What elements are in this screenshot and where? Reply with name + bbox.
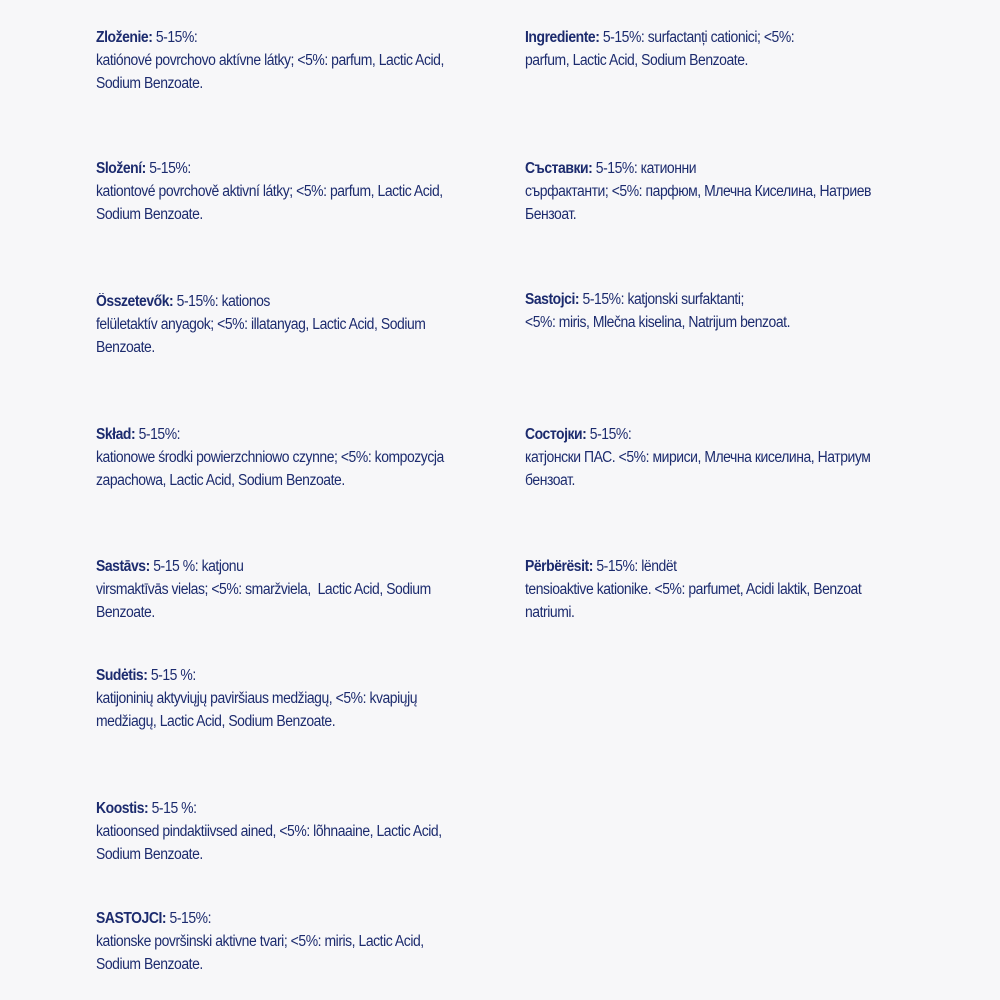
block-line: бензоат. xyxy=(525,472,575,489)
block-text: 5-15%: xyxy=(135,426,181,443)
block-text: 5-15%: xyxy=(166,910,212,927)
ingredients-block-cs xyxy=(96,157,510,226)
block-line: Sodium Benzoate. xyxy=(96,206,203,223)
block-label: Përbërësit: xyxy=(525,558,593,575)
block-line xyxy=(96,290,510,313)
block-line: <5%: miris, Mlečna kiselina, Natrijum benzoat. xyxy=(525,314,791,331)
block-line xyxy=(525,26,939,49)
ingredients-block-hr xyxy=(525,288,939,334)
block-line: катјонски ПАС. <5%: мириси, Млечна киселина, Натриум xyxy=(525,449,871,466)
ingredients-block-et xyxy=(96,797,510,866)
block-line: parfum, Lactic Acid, Sodium Benzoate. xyxy=(525,52,748,69)
block-label: Zloženie: xyxy=(96,29,153,46)
block-text: 5-15%: lëndët xyxy=(592,558,677,575)
block-text: 5-15%: katjonski surfaktanti; xyxy=(579,291,744,308)
ingredients-block-mk xyxy=(525,423,939,492)
block-text: 5-15 %: katjonu xyxy=(149,558,244,575)
block-line xyxy=(96,555,510,578)
block-line xyxy=(525,157,939,180)
block-label: Összetevők: xyxy=(96,293,174,310)
block-label: Sudėtis: xyxy=(96,667,148,684)
block-line xyxy=(96,664,510,687)
block-line: virsmaktīvās vielas; <5%: smaržviela, Lactic Acid, Sodium xyxy=(96,581,431,598)
block-text: 5-15 %: xyxy=(147,667,196,684)
block-line: kationtové povrchově aktivní látky; <5%: parfum, Lactic Acid, xyxy=(96,183,443,200)
block-label: Skład: xyxy=(96,426,136,443)
ingredients-block-sq xyxy=(525,555,939,624)
block-line xyxy=(96,797,510,820)
block-text: 5-15%: kationos xyxy=(173,293,270,310)
block-line xyxy=(525,555,939,578)
block-label: Sastojci: xyxy=(525,291,580,308)
ingredients-block-sl xyxy=(96,907,510,976)
ingredients-block-bg xyxy=(525,157,939,226)
block-text: 5-15 %: xyxy=(148,800,197,817)
block-line: Sodium Benzoate. xyxy=(96,846,203,863)
block-line: Benzoate. xyxy=(96,604,155,621)
block-label: Ingrediente: xyxy=(525,29,600,46)
block-label: Состојки: xyxy=(525,426,587,443)
ingredients-block-pl xyxy=(96,423,510,492)
ingredients-block-lt xyxy=(96,664,510,733)
block-line: Бензоат. xyxy=(525,206,577,223)
block-line: tensioaktive kationike. <5%: parfumet, Acidi laktik, Benzoat xyxy=(525,581,862,598)
block-text: 5-15%: xyxy=(586,426,632,443)
block-line: katiónové povrchovo aktívne látky; <5%: parfum, Lactic Acid, xyxy=(96,52,444,69)
block-line: medžiagų, Lactic Acid, Sodium Benzoate. xyxy=(96,713,336,730)
block-line: Sodium Benzoate. xyxy=(96,956,203,973)
block-line: kationske površinski aktivne tvari; <5%: miris, Lactic Acid, xyxy=(96,933,424,950)
block-line xyxy=(525,288,939,311)
block-line: kationowe środki powierzchniowo czynne; <5%: kompozycja xyxy=(96,449,444,466)
block-label: Složení: xyxy=(96,160,146,177)
ingredients-block-sk xyxy=(96,26,510,95)
block-line: katioonsed pindaktiivsed ained, <5%: lõhnaaine, Lactic Acid, xyxy=(96,823,442,840)
block-line: natriumi. xyxy=(525,604,575,621)
block-text: 5-15%: surfactanți cationici; <5%: xyxy=(599,29,795,46)
block-line: Sodium Benzoate. xyxy=(96,75,203,92)
block-line: сърфактанти; <5%: парфюм, Млечна Киселина, Натриев xyxy=(525,183,871,200)
block-label: SASTOJCI: xyxy=(96,910,167,927)
block-line xyxy=(96,423,510,446)
block-line: zapachowa, Lactic Acid, Sodium Benzoate. xyxy=(96,472,345,489)
ingredients-block-lv xyxy=(96,555,510,624)
block-text: 5-15%: xyxy=(145,160,191,177)
block-line xyxy=(525,423,939,446)
block-line xyxy=(96,907,510,930)
block-label: Sastāvs: xyxy=(96,558,150,575)
block-text: 5-15%: xyxy=(152,29,198,46)
block-line xyxy=(96,157,510,180)
block-text: 5-15%: катионни xyxy=(592,160,697,177)
block-line: Benzoate. xyxy=(96,339,155,356)
ingredients-block-hu xyxy=(96,290,510,359)
block-line xyxy=(96,26,510,49)
block-label: Koostis: xyxy=(96,800,149,817)
block-label: Съставки: xyxy=(525,160,593,177)
block-line: felületaktív anyagok; <5%: illatanyag, Lactic Acid, Sodium xyxy=(96,316,426,333)
block-line: katijoninių aktyviųjų paviršiaus medžiagų, <5%: kvapiųjų xyxy=(96,690,418,707)
ingredients-block-ro xyxy=(525,26,939,72)
